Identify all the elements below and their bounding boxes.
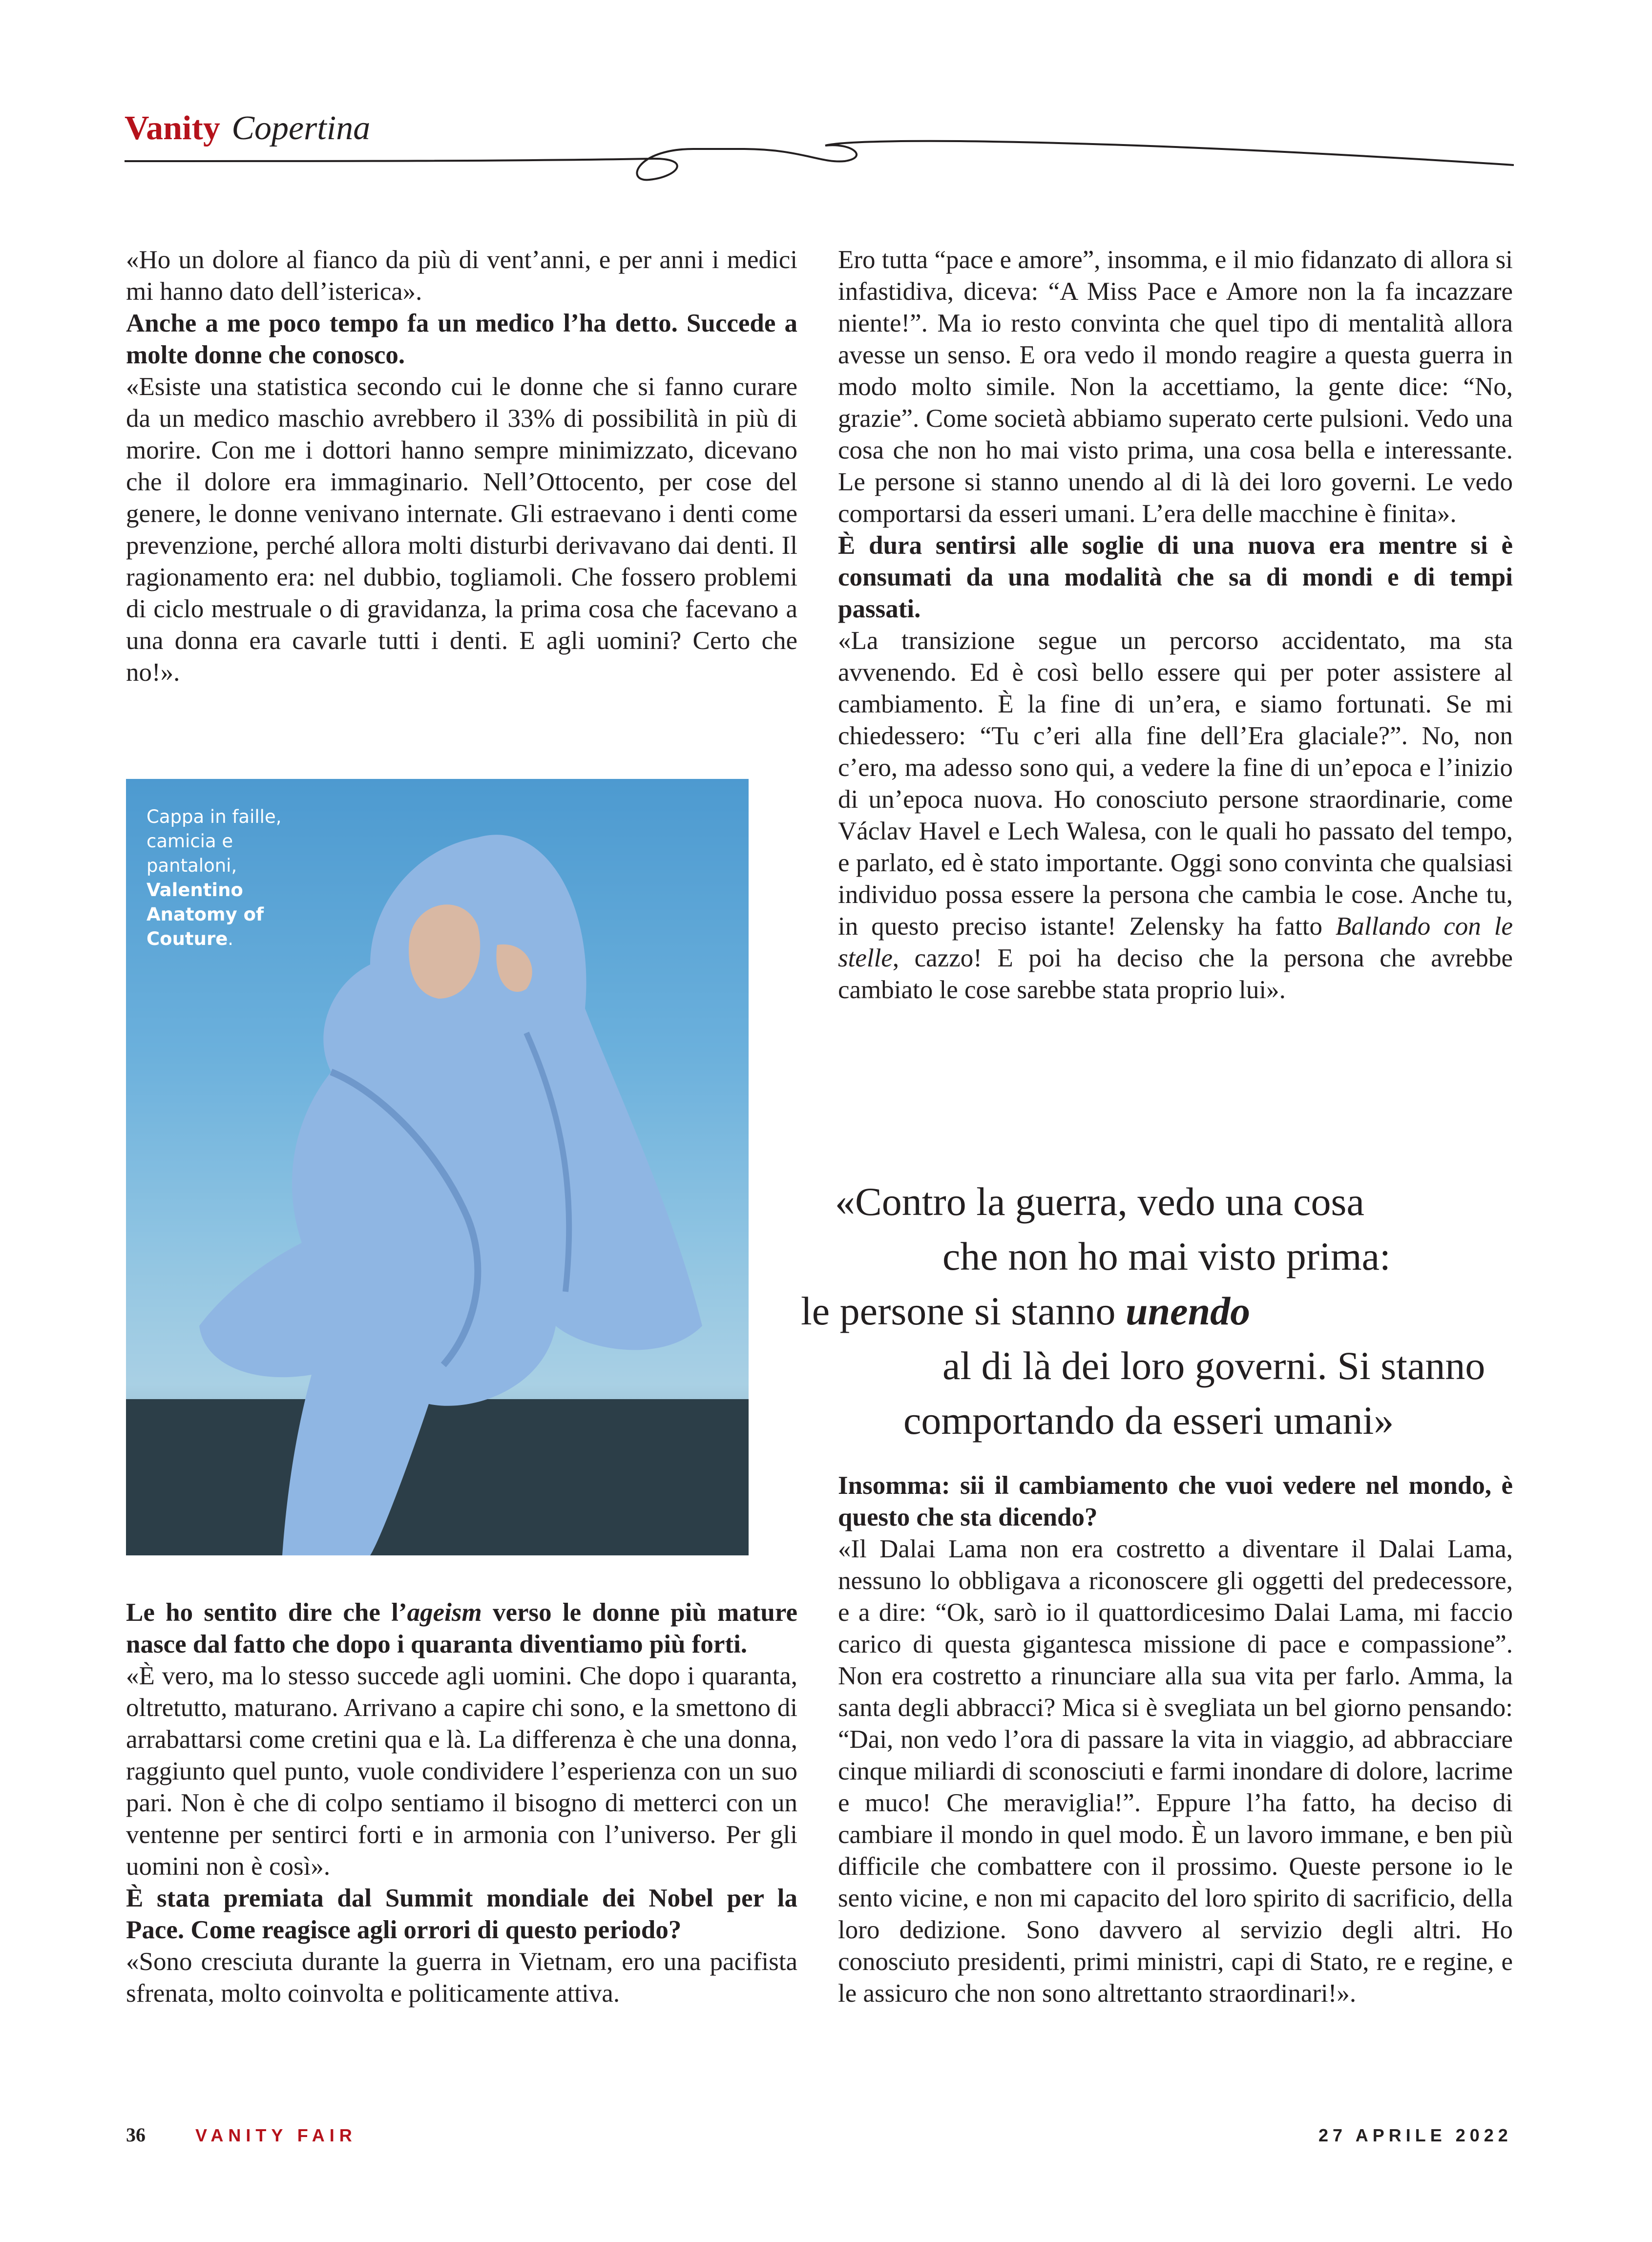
- answer-paragraph: «Ho un dolore al fianco da più di vent’anni, e per anni i medici mi hanno dato dell’isterica».: [126, 246, 797, 306]
- pull-quote-line: al di là dei loro governi. Si stanno: [942, 1343, 1485, 1388]
- pull-quote: [801, 1174, 1524, 1448]
- answer-paragraph: [838, 625, 1513, 1006]
- question-paragraph: Insomma: sii il cambiamento che vuoi vedere nel mondo, è questo che sta dicendo?: [838, 1471, 1513, 1531]
- issue-date: 27 APRILE 2022: [1318, 2125, 1512, 2145]
- left-column-top: [126, 244, 797, 689]
- magazine-name: VANITY FAIR: [195, 2125, 357, 2145]
- question-text: verso le donne più mature nasce dal fatto che dopo i quaranta diventiamo più forti.: [126, 1598, 797, 1658]
- answer-emphasis: Ballando con le stelle: [838, 912, 1513, 972]
- answer-paragraph: «Il Dalai Lama non era costretto a diventare il Dalai Lama, nessuno lo obbligava a riconoscere gli oggetti del predecessore, e a dire: “Ok, sarò io il quattordicesimo Dalai Lama, mi faccio carico di questa gigantesca missione di pace e compassione”. Non era costretto a rinunciare alla sua vita per farlo. Amma, la santa degli abbracci? Mica si è svegliata un bel giorno pensando: “Dai, non vedo l’ora di passare la vita in viaggio, ad abbracciare cinque miliardi di sconosciuti e farmi inondare di dolore, lacrime e muco! Che meraviglia!”. Eppure l’ha fatto, ha deciso di cambiare il mondo in quel modo. È un lavoro immane, e ben più difficile che combattere con il prossimo. Queste persone io le sento vicine, e non mi capacito del loro spirito di sacrificio, della loro dedizione. Sono davvero al servizio degli altri. Ho conosciuto presidenti, primi ministri, capi di Stato, re e regine, e le assicuro che non sono altrettanto straordinari!».: [838, 1535, 1513, 2008]
- right-column-bottom: [838, 1470, 1513, 2010]
- question-paragraph: [126, 1597, 797, 1660]
- question-paragraph: È stata premiata dal Summit mondiale dei Nobel per la Pace. Come reagisce agli orrori di questo periodo?: [126, 1884, 797, 1944]
- question-paragraph: È dura sentirsi alle soglie di una nuova era mentre si è consumati da una modalità che sa di mondi e di tempi passati.: [838, 531, 1513, 623]
- question-emphasis: ageism: [407, 1598, 482, 1627]
- left-column-bottom: [126, 1597, 797, 2010]
- answer-text: «La transizione segue un percorso accidentato, ma sta avvenendo. Ed è così bello essere qui per poter assistere al cambiamento. È la fine di un’era, e siamo fortunati. Se mi chiedessero: “Tu c’eri alla fine dell’Era glaciale?”. No, non c’ero, ma adesso sono qui, a vedere la fine di un’epoca e l’inizio di un’epoca nuova. Ho conosciuto persone straordinarie, come Václav Havel e Lech Walesa, con le quali ho passato del tempo, e parlato, ed è stato importante. Oggi sono convinta che qualsiasi individuo possa essere la persona che cambia le cose. Anche tu, in questo preciso istante! Zelensky ha fatto: [838, 627, 1513, 941]
- page-number: 36: [126, 2124, 146, 2146]
- pull-quote-text: le persone si stanno: [801, 1289, 1126, 1333]
- caption-credit: Valentino Anatomy of Couture: [146, 880, 264, 949]
- header-swoosh-decoration: [0, 0, 1652, 205]
- photo-ground: [126, 1399, 749, 1555]
- pull-quote-line: «Contro la guerra, vedo una cosa: [835, 1179, 1364, 1224]
- question-text: Le ho sentito dire che l’: [126, 1598, 407, 1627]
- caption-end: .: [228, 928, 234, 949]
- answer-text: , cazzo! E poi ha deciso che la persona che avrebbe cambiato le cose sarebbe stata proprio lui».: [838, 944, 1513, 1004]
- brand-label: Vanity: [125, 109, 220, 147]
- answer-paragraph: «Esiste una statistica secondo cui le donne che si fanno curare da un medico maschio avrebbero il 33% di possibilità in più di morire. Con me i dottori hanno sempre minimizzato, dicevano che il dolore era immaginario. Nell’Ottocento, per cose del genere, le donne venivano internate. Gli estraevano i denti come prevenzione, perché allora molti disturbi derivavano dai denti. Il ragionamento era: nel dubbio, togliamoli. Che fossero problemi di ciclo mestruale o di gravidanza, la prima cosa che facevano a una donna era cavarle tutti i denti. E agli uomini? Certo che no!».: [126, 373, 797, 687]
- caption-text: Cappa in faille, camicia e pantaloni,: [146, 806, 282, 876]
- pull-quote-line: che non ho mai visto prima:: [942, 1234, 1391, 1278]
- pull-quote-line: [801, 1284, 1524, 1339]
- answer-paragraph: Ero tutta “pace e amore”, insomma, e il mio fidanzato di allora si infastidiva, diceva: “A Miss Pace e Amore non la fa incazzare niente!”. Ma io resto convinta che quel tipo di mentalità allora avesse un senso. E ora vedo il mondo reagire a questa guerra in modo molto simile. Non la accettiamo, la gente dice: “No, grazie”. Come società abbiamo superato certe pulsioni. Vedo una cosa che non ho mai visto prima, una cosa bella e interessante. Le persone si stanno unendo al di là dei loro governi. Le vedo comportarsi da esseri umani. L’era delle macchine è finita».: [838, 246, 1513, 528]
- right-column-top: [838, 244, 1513, 1006]
- swoosh-line: [125, 141, 1514, 180]
- pull-quote-line: comportando da esseri umani»: [903, 1398, 1394, 1443]
- answer-paragraph: «È vero, ma lo stesso succede agli uomini. Che dopo i quaranta, oltretutto, maturano. Arrivano a capire chi sono, e la smettono di arrabattarsi come cretini qua e là. La differenza è che una donna, raggiunto quel punto, vuole condividere l’esperienza con un suo pari. Non è che di colpo sentiamo il bisogno di metterci con un ventenne per sentirci forti e in armonia con l’universo. Per gli uomini non è così».: [126, 1662, 797, 1881]
- question-paragraph: Anche a me poco tempo fa un medico l’ha detto. Succede a molte donne che conosco.: [126, 309, 797, 369]
- section-label: Copertina: [231, 109, 371, 147]
- answer-paragraph: «Sono cresciuta durante la guerra in Vietnam, ero una pacifista sfrenata, molto coinvolta e politicamente attiva.: [126, 1948, 797, 2008]
- pull-quote-emphasis: unendo: [1125, 1289, 1251, 1333]
- photo-caption: [146, 805, 308, 951]
